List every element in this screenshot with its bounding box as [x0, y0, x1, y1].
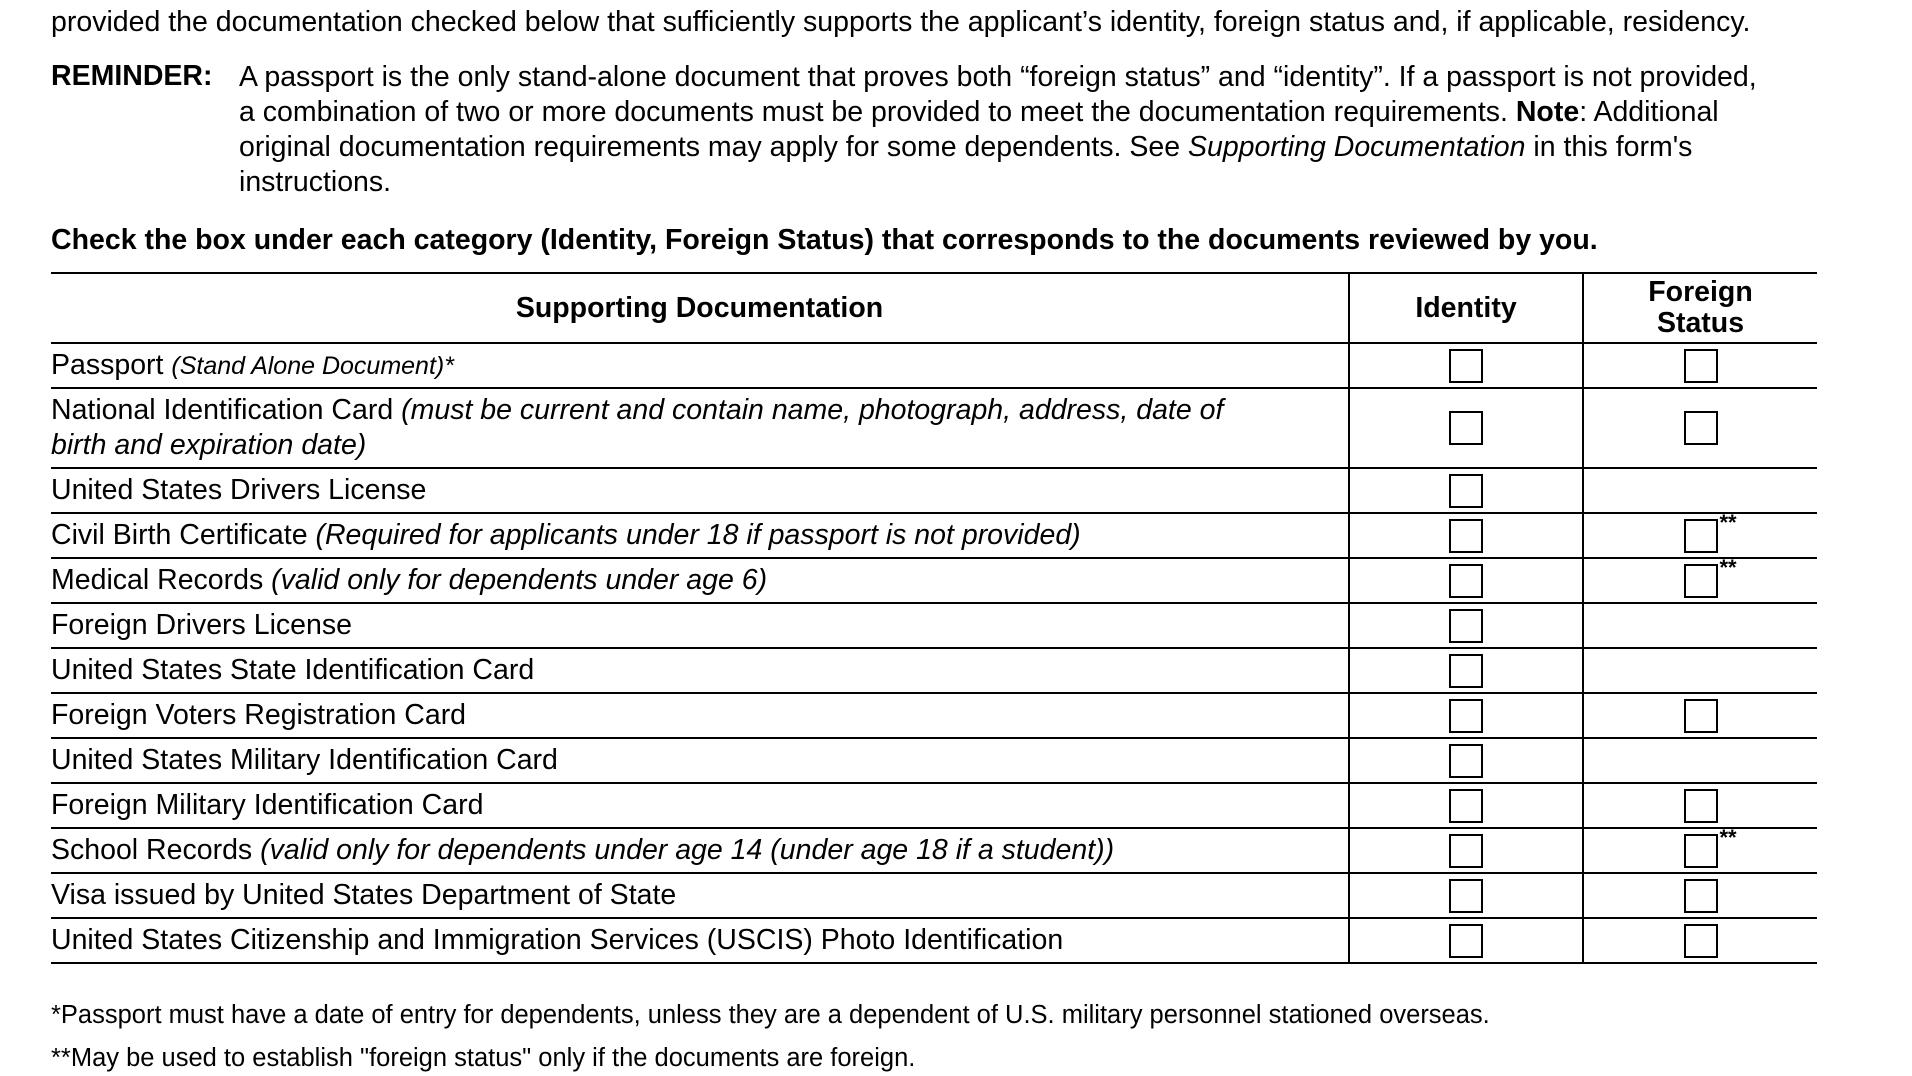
- reminder-line-1: A passport is the only stand-alone document that proves both “foreign status” and “identity”. If a passport is not provided,: [239, 61, 1757, 93]
- foreign-status-checkbox-wrap: [1684, 923, 1718, 957]
- foreign-status-checkbox-wrap: [1684, 348, 1718, 382]
- foreign-status-footnote-marker: **: [1719, 555, 1737, 581]
- document-name-cell: [51, 738, 1349, 783]
- documentation-table: [51, 272, 1817, 964]
- document-name: Medical Records: [51, 564, 264, 596]
- document-name-cell: [51, 343, 1349, 388]
- foreign-status-cell: [1583, 783, 1817, 828]
- foreign-status-checkbox[interactable]: [1684, 879, 1718, 913]
- identity-checkbox[interactable]: [1449, 834, 1483, 868]
- foreign-status-checkbox[interactable]: [1684, 924, 1718, 958]
- header-foreign-status: [1583, 273, 1817, 343]
- table-row: [51, 693, 1817, 738]
- reminder-line-4: instructions.: [239, 166, 392, 198]
- identity-cell: [1349, 828, 1583, 873]
- reminder-text: [239, 60, 1879, 200]
- identity-cell: [1349, 873, 1583, 918]
- foreign-status-cell: [1583, 343, 1817, 388]
- identity-checkbox[interactable]: [1449, 654, 1483, 688]
- identity-cell: [1349, 738, 1583, 783]
- document-name: United States Military Identification Card: [51, 744, 558, 776]
- document-name-cell: [51, 648, 1349, 693]
- document-name-cell: [51, 693, 1349, 738]
- table-row: [51, 738, 1817, 783]
- foreign-status-footnote-marker: **: [1719, 510, 1737, 536]
- foreign-status-cell: [1583, 510, 1817, 558]
- identity-checkbox[interactable]: [1449, 789, 1483, 823]
- document-name: United States State Identification Card: [51, 654, 535, 686]
- identity-cell: [1349, 648, 1583, 693]
- table-row: [51, 648, 1817, 693]
- header-identity: Identity: [1349, 273, 1583, 343]
- foreign-status-checkbox-wrap: [1684, 555, 1737, 597]
- foreign-status-checkbox-wrap: [1684, 878, 1718, 912]
- table-row: [51, 873, 1817, 918]
- document-name-cell: [51, 918, 1349, 963]
- document-name-cell: [51, 513, 1349, 558]
- foreign-status-cell: [1583, 555, 1817, 603]
- document-name-cell: [51, 603, 1349, 648]
- intro-line: provided the documentation checked below that sufficiently supports the applicant’s identity, foreign status and, if applicable, residency.: [51, 6, 1751, 38]
- identity-cell: [1349, 468, 1583, 513]
- header-foreign-line-1: Foreign: [1648, 276, 1753, 308]
- table-row: [51, 918, 1817, 963]
- reminder-line-2-b: : Additional: [1579, 96, 1719, 128]
- identity-cell: [1349, 603, 1583, 648]
- document-name-cell: [51, 828, 1349, 873]
- foreign-status-cell: [1583, 693, 1817, 738]
- reminder-line-3-a: original documentation requirements may apply for some dependents. See: [239, 131, 1188, 163]
- document-note: (Required for applicants under 18 if passport is not provided): [315, 519, 1081, 551]
- document-name: National Identification Card: [51, 394, 394, 426]
- table-body: [51, 343, 1817, 963]
- foreign-status-checkbox[interactable]: [1684, 519, 1718, 553]
- document-name: United States Drivers License: [51, 474, 427, 506]
- foreign-status-cell: [1583, 738, 1817, 783]
- identity-cell: [1349, 783, 1583, 828]
- table-row: [51, 388, 1817, 468]
- document-name: Foreign Voters Registration Card: [51, 699, 467, 731]
- document-name: Civil Birth Certificate: [51, 519, 308, 551]
- reminder-line-3: [239, 130, 1879, 165]
- identity-cell: [1349, 693, 1583, 738]
- identity-cell: [1349, 918, 1583, 963]
- document-name: Foreign Drivers License: [51, 609, 352, 641]
- table-row: [51, 558, 1817, 603]
- identity-checkbox[interactable]: [1449, 564, 1483, 598]
- document-name-cell: [51, 783, 1349, 828]
- supporting-documentation-ref: Supporting Documentation: [1187, 131, 1526, 163]
- identity-cell: [1349, 558, 1583, 603]
- foreign-status-checkbox[interactable]: [1684, 411, 1718, 445]
- foreign-status-cell: [1583, 918, 1817, 963]
- foreign-status-checkbox-wrap: [1684, 411, 1718, 445]
- note-label: Note: [1515, 96, 1580, 128]
- document-note: (valid only for dependents under age 6): [271, 564, 768, 596]
- document-name: Foreign Military Identification Card: [51, 789, 484, 821]
- identity-checkbox[interactable]: [1449, 474, 1483, 508]
- identity-checkbox[interactable]: [1449, 744, 1483, 778]
- document-note-continued: birth and expiration date): [51, 429, 367, 461]
- document-name: School Records: [51, 834, 253, 866]
- foreign-status-checkbox-wrap: [1684, 825, 1737, 867]
- foreign-status-cell: [1583, 468, 1817, 513]
- foreign-status-checkbox-wrap: [1684, 510, 1737, 552]
- identity-checkbox[interactable]: [1449, 699, 1483, 733]
- check-heading: Check the box under each category (Identity, Foreign Status) that corresponds to the documents reviewed by you.: [51, 224, 1598, 256]
- document-name-cell: [51, 468, 1349, 513]
- foreign-status-footnote-marker: **: [1719, 825, 1737, 851]
- header-supporting-documentation: Supporting Documentation: [51, 273, 1349, 343]
- table-row: [51, 468, 1817, 513]
- foreign-status-cell: [1583, 388, 1817, 468]
- foreign-status-checkbox[interactable]: [1684, 834, 1718, 868]
- identity-checkbox[interactable]: [1449, 924, 1483, 958]
- identity-checkbox[interactable]: [1449, 879, 1483, 913]
- document-name-cell: [51, 873, 1349, 918]
- identity-cell: [1349, 388, 1583, 468]
- document-note: (must be current and contain name, photograph, address, date of: [401, 394, 1224, 426]
- document-name: United States Citizenship and Immigration Services (USCIS) Photo Identification: [51, 924, 1064, 956]
- reminder-label: REMINDER:: [51, 60, 213, 92]
- foreign-status-checkbox-wrap: [1684, 788, 1718, 822]
- table-row: [51, 783, 1817, 828]
- document-note: (valid only for dependents under age 14 (under age 18 if a student)): [260, 834, 1115, 866]
- foreign-status-checkbox[interactable]: [1684, 699, 1718, 733]
- identity-checkbox[interactable]: [1449, 411, 1483, 445]
- document-name-cell: [51, 558, 1349, 603]
- foreign-status-cell: [1583, 825, 1817, 873]
- identity-checkbox[interactable]: [1449, 609, 1483, 643]
- identity-cell: [1349, 343, 1583, 388]
- document-name: Visa issued by United States Department of State: [51, 879, 677, 911]
- document-name-cell: [51, 388, 1349, 468]
- reminder-line-3-b: in this form's: [1525, 131, 1693, 163]
- table-row: [51, 513, 1817, 558]
- identity-checkbox[interactable]: [1449, 349, 1483, 383]
- identity-cell: [1349, 513, 1583, 558]
- footnote-passport: *Passport must have a date of entry for dependents, unless they are a dependent of U.S. military personnel stationed overseas.: [51, 1001, 1490, 1029]
- table-row: [51, 828, 1817, 873]
- table-row: [51, 343, 1817, 388]
- foreign-status-checkbox[interactable]: [1684, 564, 1718, 598]
- table-row: [51, 603, 1817, 648]
- foreign-status-cell: [1583, 603, 1817, 648]
- document-name: Passport: [51, 348, 164, 381]
- foreign-status-cell: [1583, 873, 1817, 918]
- foreign-status-checkbox[interactable]: [1684, 349, 1718, 383]
- foreign-status-checkbox-wrap: [1684, 698, 1718, 732]
- identity-checkbox[interactable]: [1449, 519, 1483, 553]
- header-foreign-line-2: Status: [1656, 307, 1745, 339]
- foreign-status-cell: [1583, 648, 1817, 693]
- reminder-line-2: [239, 95, 1879, 130]
- document-note: (Stand Alone Document)*: [171, 351, 454, 380]
- footnote-foreign-status: **May be used to establish "foreign status" only if the documents are foreign.: [51, 1044, 916, 1072]
- reminder-line-2-a: a combination of two or more documents must be provided to meet the documentation requirements.: [239, 96, 1516, 128]
- table-header-row: [51, 273, 1817, 343]
- foreign-status-checkbox[interactable]: [1684, 789, 1718, 823]
